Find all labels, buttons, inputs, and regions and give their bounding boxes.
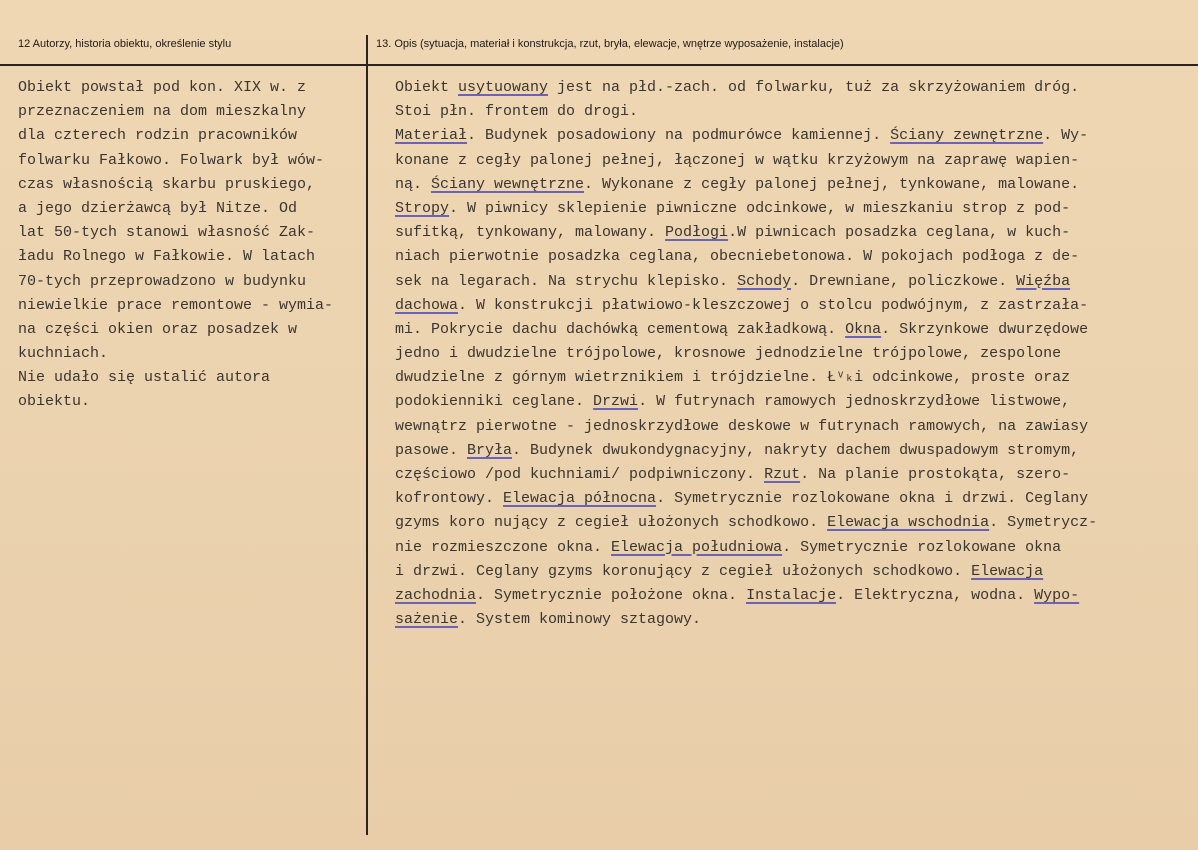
description-text — [395, 76, 1097, 632]
text-segment: Stoi płn. frontem do drogi. — [395, 103, 639, 121]
history-text — [18, 76, 333, 415]
underlined-term: Okna — [845, 320, 882, 338]
text-segment: .W piwnicach posadzka ceglana, w kuch- — [728, 224, 1071, 242]
text-segment: . W futrynach ramowych jednoskrzydłowe listwowe, — [638, 393, 1071, 411]
history-line: dla czterech rodzin pracowników — [18, 127, 298, 145]
description-line — [395, 415, 1097, 439]
description-line — [395, 366, 1097, 390]
text-segment: . Symetrycznie rozlokowane okna i drzwi. Ceglany — [656, 490, 1089, 508]
text-segment: . Drewniane, policzkowe. — [791, 272, 1017, 290]
underlined-term: Elewacja wschodnia — [827, 514, 990, 532]
history-line: kuchniach. — [18, 345, 109, 363]
history-line: folwarku Fałkowo. Folwark był wów- — [18, 151, 325, 169]
description-line — [395, 439, 1097, 463]
text-segment: ną. — [395, 175, 432, 193]
text-segment: . Na planie prostokąta, szero- — [800, 466, 1071, 483]
text-segment: . W konstrukcji płatwiowo-kleszczowej o stolcu podwójnym, z zastrzała- — [458, 296, 1089, 314]
text-segment: kofrontowy. — [395, 490, 504, 508]
text-segment: . Wykonane z cegły palonej pełnej, tynkowane, malowane. — [584, 175, 1080, 193]
underlined-term: dachowa — [395, 296, 459, 314]
description-line — [395, 149, 1097, 173]
section-12-header: 12 Autorzy, historia obiektu, określenie stylu — [18, 38, 232, 50]
text-segment: podokienniki ceglane. — [395, 393, 594, 411]
text-segment: dwudzielne z górnym wietrznikiem i trójdzielne. Ł — [395, 369, 837, 387]
text-segment: częściowo /pod kuchniami/ podpiwniczony. — [395, 466, 765, 483]
history-line: ładu Rolnego w Fałkowie. W latach — [18, 248, 316, 266]
underlined-term: Instalacje — [746, 586, 837, 604]
underlined-term: Rzut — [764, 466, 801, 483]
text-segment: pasowe. — [395, 441, 468, 459]
history-line: a jego dzierżawcą był Nitze. Od — [18, 199, 298, 217]
text-segment: . Symetrycznie rozlokowane okna — [782, 538, 1062, 556]
text-segment: . Symetrycznie położone okna. — [476, 586, 747, 604]
description-line — [395, 100, 1097, 124]
text-segment: . Budynek dwukondygnacyjny, nakryty dachem dwuspadowym stromym, — [512, 441, 1080, 459]
description-line — [395, 197, 1097, 221]
underlined-term: Materiał — [395, 127, 468, 145]
underlined-term: Wypo- — [1034, 586, 1080, 604]
history-line: 70-tych przeprowadzono w budynku — [18, 272, 307, 290]
description-line — [395, 76, 1097, 100]
text-segment: ᵛ — [836, 369, 846, 387]
description-line — [395, 318, 1097, 342]
underlined-term: Ściany wewnętrzne — [431, 175, 585, 193]
text-segment: i drzwi. Ceglany gzyms koronujący z cegieł ułożonych schodkowo. — [395, 562, 972, 580]
description-line — [395, 536, 1097, 560]
history-line: czas własnością skarbu pruskiego, — [18, 175, 316, 193]
text-segment: gzyms koro nujący z cegieł ułożonych schodkowo. — [395, 514, 828, 532]
text-segment: . W piwnicy sklepienie piwniczne odcinkowe, w mieszkaniu strop z pod- — [449, 199, 1071, 217]
history-line: lat 50-tych stanowi własność Zak- — [18, 224, 316, 242]
text-segment: mi. Pokrycie dachu dachówką cementową zakładkową. — [395, 320, 846, 338]
history-line: Obiekt powstał pod kon. XIX w. z — [18, 79, 307, 96]
history-line: Nie udało się ustalić autora — [18, 369, 271, 387]
text-segment: sufitką, tynkowany, malowany. — [395, 224, 666, 242]
text-segment: jedno i dwudzielne trójpolowe, krosnowe jednodzielne trójpolowe, zespolone — [395, 345, 1062, 363]
description-line — [395, 124, 1097, 148]
text-segment: . Wy- — [1043, 127, 1089, 145]
text-segment: niach pierwotnie posadzka ceglana, obecniebetonowa. W pokojach podłoga z de- — [395, 248, 1080, 266]
description-line — [395, 463, 1097, 487]
underlined-term: Podłogi — [665, 224, 729, 242]
description-line — [395, 560, 1097, 584]
header-divider — [0, 64, 1198, 66]
underlined-term: Elewacja — [971, 562, 1044, 580]
underlined-term: Elewacja północna — [503, 490, 657, 508]
description-line — [395, 342, 1097, 366]
text-segment: . Symetrycz- — [989, 514, 1098, 532]
text-segment: . System kominowy sztagowy. — [458, 611, 702, 629]
underlined-term: Więźba — [1016, 272, 1071, 290]
underlined-term: Stropy — [395, 199, 450, 217]
description-line — [395, 608, 1097, 632]
text-segment: ₖi odcinkowe, proste oraz — [845, 369, 1071, 387]
underlined-term: zachodnia — [395, 586, 477, 604]
description-line — [395, 511, 1097, 535]
text-segment: . Skrzynkowe dwurzędowe — [881, 320, 1089, 338]
underlined-term: Bryła — [467, 441, 513, 459]
history-line: niewielkie prace remontowe - wymia- — [18, 296, 334, 314]
underlined-term: Elewacja południowa — [611, 538, 783, 556]
text-segment: . Budynek posadowiony na podmurówce kamiennej. — [467, 127, 891, 145]
description-line — [395, 245, 1097, 269]
text-segment: konane z cegły palonej pełnej, łączonej w wątku krzyżowym na zaprawę wapien- — [395, 151, 1080, 169]
description-line — [395, 173, 1097, 197]
description-line — [395, 584, 1097, 608]
history-line: obiektu. — [18, 393, 91, 411]
text-segment: sek na legarach. Na strychu klepisko. — [395, 272, 738, 290]
description-line — [395, 270, 1097, 294]
history-line: na części okien oraz posadzek w — [18, 320, 298, 338]
underlined-term: Ściany zewnętrzne — [890, 127, 1044, 145]
underlined-term: Schody — [737, 272, 792, 290]
underlined-term: Drzwi — [593, 393, 639, 411]
underlined-term: sażenie — [395, 611, 459, 629]
history-line: przeznaczeniem na dom mieszkalny — [18, 103, 307, 121]
text-segment: . Elektryczna, wodna. — [836, 586, 1035, 604]
underlined-term: usytuowany — [458, 79, 549, 96]
text-segment: Obiekt — [395, 79, 459, 96]
description-line — [395, 294, 1097, 318]
description-line — [395, 221, 1097, 245]
text-segment: nie rozmieszczone okna. — [395, 538, 612, 556]
description-line — [395, 487, 1097, 511]
column-divider — [366, 35, 368, 835]
text-segment: jest na płd.-zach. od folwarku, tuż za skrzyżowaniem dróg. — [548, 79, 1080, 96]
description-line — [395, 390, 1097, 414]
section-13-header: 13. Opis (sytuacja, materiał i konstrukcja, rzut, bryła, elewacje, wnętrze wyposażenie, instalacje) — [376, 38, 844, 50]
text-segment: wewnątrz pierwotne - jednoskrzydłowe deskowe w futrynach ramowych, na zawiasy — [395, 417, 1089, 435]
